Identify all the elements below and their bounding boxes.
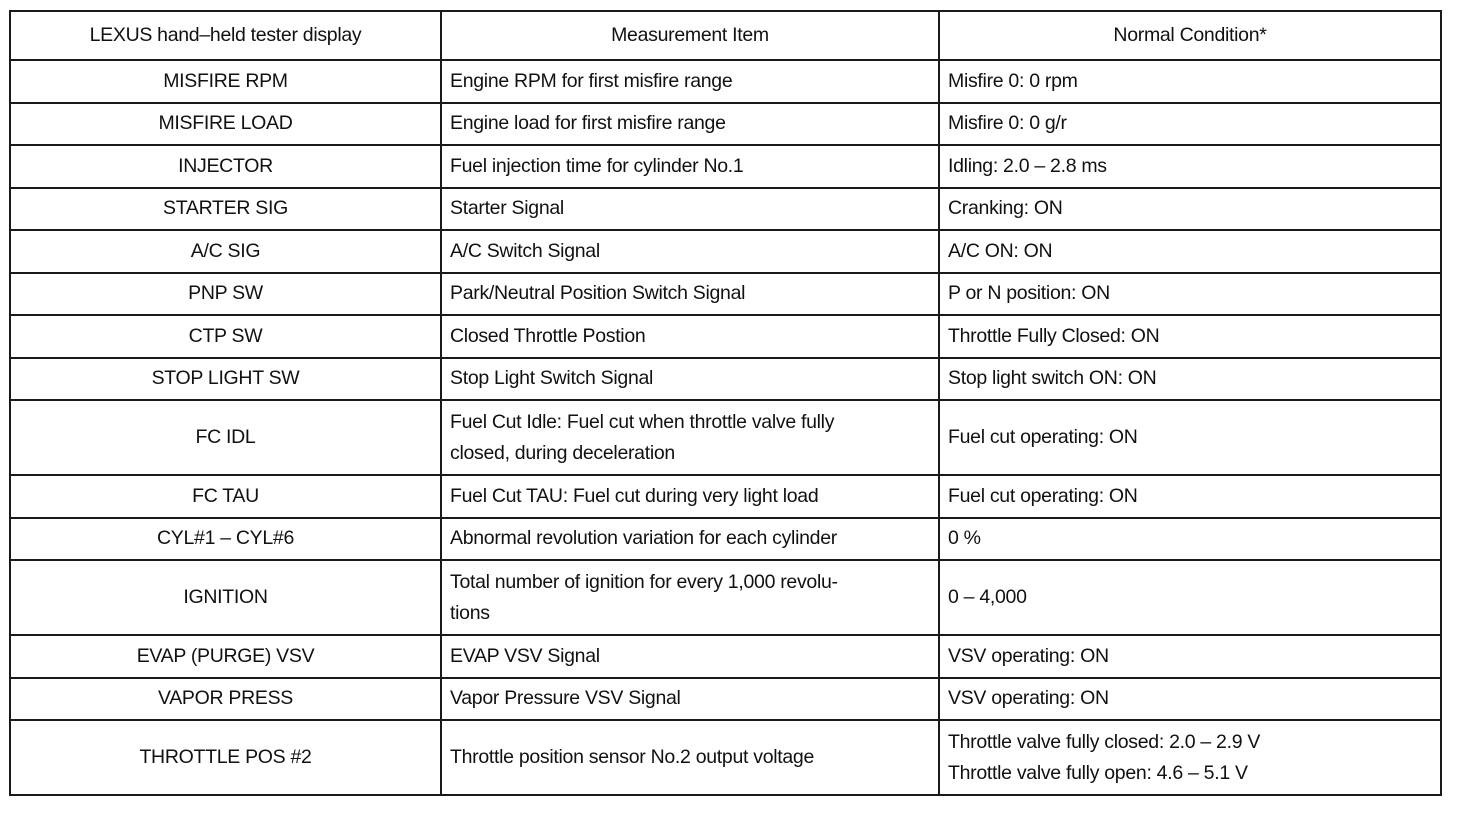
display-cell: THROTTLE POS #2: [10, 720, 441, 795]
table-row: [10, 60, 1441, 103]
item-cell: Fuel Cut TAU: Fuel cut during very light load: [441, 475, 939, 518]
condition-cell: Cranking: ON: [939, 188, 1441, 231]
item-cell: Engine load for first misfire range: [441, 103, 939, 146]
table-row: [10, 678, 1441, 721]
item-cell: Starter Signal: [441, 188, 939, 231]
display-cell: A/C SIG: [10, 230, 441, 273]
display-cell: EVAP (PURGE) VSV: [10, 635, 441, 678]
item-cell: EVAP VSV Signal: [441, 635, 939, 678]
table-row: [10, 518, 1441, 561]
display-cell: MISFIRE LOAD: [10, 103, 441, 146]
table-row: [10, 188, 1441, 231]
table-row: [10, 475, 1441, 518]
display-cell: FC IDL: [10, 400, 441, 475]
display-cell: STARTER SIG: [10, 188, 441, 231]
condition-cell: [939, 720, 1441, 795]
table-row: [10, 635, 1441, 678]
item-cell: Closed Throttle Postion: [441, 315, 939, 358]
item-line: Total number of ignition for every 1,000 revolu-: [450, 570, 838, 593]
item-cell: Abnormal revolution variation for each cylinder: [441, 518, 939, 561]
item-cell: [441, 560, 939, 635]
condition-cell: Stop light switch ON: ON: [939, 358, 1441, 401]
item-line: Fuel Cut Idle: Fuel cut when throttle valve fully: [450, 410, 835, 433]
condition-cell: VSV operating: ON: [939, 635, 1441, 678]
display-cell: VAPOR PRESS: [10, 678, 441, 721]
condition-cell: Fuel cut operating: ON: [939, 400, 1441, 475]
display-cell: CTP SW: [10, 315, 441, 358]
table-row: [10, 358, 1441, 401]
condition-cell: Idling: 2.0 – 2.8 ms: [939, 145, 1441, 188]
header-normal-condition: Normal Condition*: [939, 11, 1441, 60]
display-cell: FC TAU: [10, 475, 441, 518]
item-cell: [441, 400, 939, 475]
condition-cell: Fuel cut operating: ON: [939, 475, 1441, 518]
display-cell: STOP LIGHT SW: [10, 358, 441, 401]
table-row: [10, 230, 1441, 273]
condition-cell: P or N position: ON: [939, 273, 1441, 316]
table-row: [10, 273, 1441, 316]
item-cell: Stop Light Switch Signal: [441, 358, 939, 401]
header-display: LEXUS hand–held tester display: [10, 11, 441, 60]
item-cell: Throttle position sensor No.2 output voltage: [441, 720, 939, 795]
condition-line: Throttle valve fully open: 4.6 – 5.1 V: [948, 761, 1248, 784]
display-cell: PNP SW: [10, 273, 441, 316]
condition-cell: VSV operating: ON: [939, 678, 1441, 721]
item-cell: Engine RPM for first misfire range: [441, 60, 939, 103]
header-row: [10, 11, 1441, 60]
item-cell: A/C Switch Signal: [441, 230, 939, 273]
tester-data-table: [9, 10, 1442, 796]
item-cell: Park/Neutral Position Switch Signal: [441, 273, 939, 316]
table-row: [10, 720, 1441, 795]
header-measurement-item: Measurement Item: [441, 11, 939, 60]
display-cell: INJECTOR: [10, 145, 441, 188]
condition-cell: A/C ON: ON: [939, 230, 1441, 273]
condition-cell: 0 %: [939, 518, 1441, 561]
item-line: tions: [450, 601, 490, 624]
display-cell: CYL#1 – CYL#6: [10, 518, 441, 561]
condition-cell: Misfire 0: 0 rpm: [939, 60, 1441, 103]
condition-cell: Misfire 0: 0 g/r: [939, 103, 1441, 146]
table-row: [10, 400, 1441, 475]
condition-cell: 0 – 4,000: [939, 560, 1441, 635]
display-cell: IGNITION: [10, 560, 441, 635]
table-row: [10, 315, 1441, 358]
condition-cell: Throttle Fully Closed: ON: [939, 315, 1441, 358]
table-row: [10, 103, 1441, 146]
table-row: [10, 145, 1441, 188]
condition-line: Throttle valve fully closed: 2.0 – 2.9 V: [948, 730, 1261, 753]
tester-data-table-wrapper: [9, 10, 1440, 796]
table-row: [10, 560, 1441, 635]
display-cell: MISFIRE RPM: [10, 60, 441, 103]
item-line: closed, during deceleration: [450, 441, 675, 464]
item-cell: Vapor Pressure VSV Signal: [441, 678, 939, 721]
item-cell: Fuel injection time for cylinder No.1: [441, 145, 939, 188]
